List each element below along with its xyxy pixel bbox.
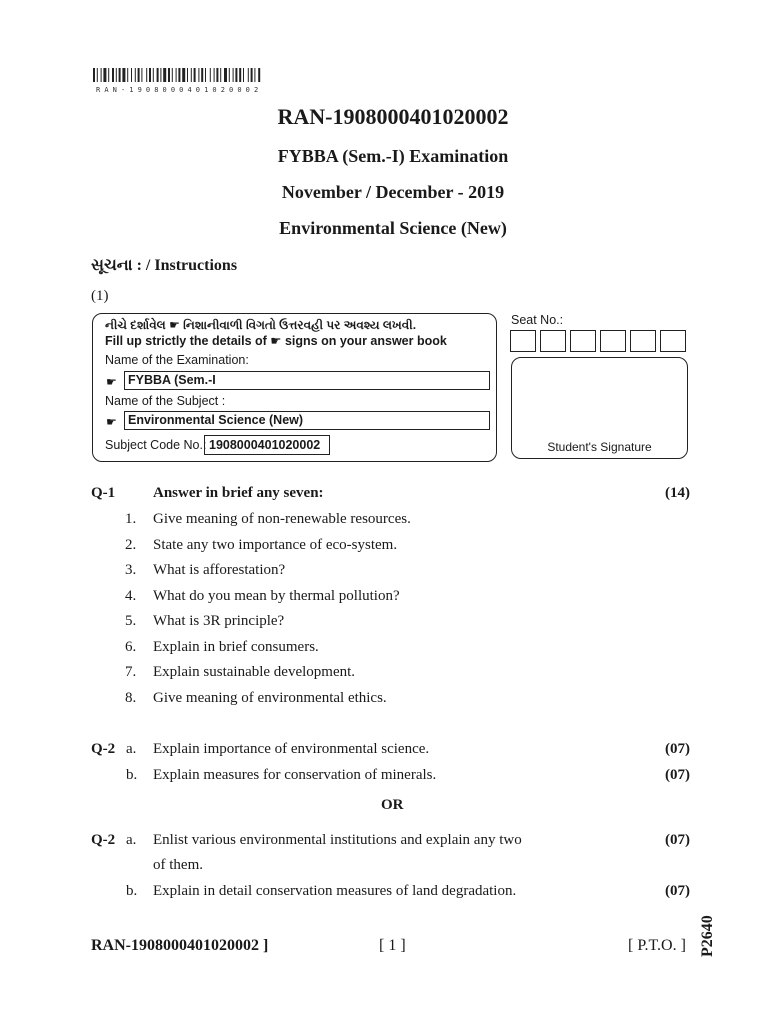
pointing-hand-icon: ☛ <box>106 415 117 429</box>
pointing-hand-icon: ☛ <box>106 375 117 389</box>
subject-code-label: Subject Code No.: <box>105 438 207 452</box>
q1-item-number: 3. <box>125 562 137 578</box>
exam-name-label: Name of the Examination: <box>105 353 249 367</box>
q2-part-letter: b. <box>126 767 138 783</box>
q1-item-text: What do you mean by thermal pollution? <box>153 588 400 604</box>
q2-part-text: Explain importance of environmental science. <box>153 741 430 757</box>
q2-part-marks: (07) <box>665 767 690 783</box>
q2-alt-part-letter: a. <box>126 832 137 848</box>
exam-name-field: FYBBA (Sem.-I <box>124 371 490 390</box>
gujarati-instruction: નીચે દર્શાવેલ ☛ નિશાનીવાળી વિગતો ઉત્તરવહી પર અવશ્ય લખવી. <box>105 318 417 332</box>
seat-digit-box <box>510 330 536 352</box>
q2-alt-part-text: Enlist various environmental institutions and explain any two <box>153 832 522 848</box>
side-code: P2640 <box>699 915 716 957</box>
subject-title: Environmental Science (New) <box>279 218 507 238</box>
q1-item-number: 4. <box>125 588 137 604</box>
q1-item-text: State any two importance of eco-system. <box>153 537 398 553</box>
q1-item-number: 5. <box>125 613 137 629</box>
q1-item-number: 7. <box>125 664 137 680</box>
q1-item-text: Give meaning of non-renewable resources. <box>153 511 411 527</box>
subject-code-field: 1908000401020002 <box>204 435 330 455</box>
paper-code-title: RAN-1908000401020002 <box>277 104 509 129</box>
exam-title: FYBBA (Sem.-I) Examination <box>277 146 509 166</box>
q2-alt-part-text-cont: of them. <box>153 857 203 873</box>
q2-part-text: Explain measures for conservation of minerals. <box>153 767 437 783</box>
q1-item-text: Explain sustainable development. <box>153 664 356 680</box>
seat-number-label: Seat No.: <box>511 313 564 327</box>
seat-number-boxes <box>510 330 686 352</box>
seat-digit-box <box>630 330 656 352</box>
footer-paper-code: RAN-1908000401020002 ] <box>91 937 269 954</box>
q2-alt-part-marks: (07) <box>665 832 690 848</box>
q1-item-number: 6. <box>125 639 137 655</box>
q1-item-text: What is afforestation? <box>153 562 286 578</box>
q2-label: Q-2 <box>91 741 116 757</box>
seat-digit-box <box>570 330 596 352</box>
q1-marks: (14) <box>665 485 690 501</box>
q1-item-number: 2. <box>125 537 137 553</box>
q2-alt-part-letter: b. <box>126 883 138 899</box>
q1-item-text: Explain in brief consumers. <box>153 639 319 655</box>
english-instruction: Fill up strictly the details of ☛ signs on your answer book <box>105 334 447 348</box>
instruction-number: (1) <box>91 288 109 304</box>
q2-alt-part-marks: (07) <box>665 883 690 899</box>
q2-alt-part-text: Explain in detail conservation measures of land degradation. <box>153 883 517 899</box>
q1-heading: Answer in brief any seven: <box>153 485 324 501</box>
q1-label: Q-1 <box>91 485 116 501</box>
exam-session: November / December - 2019 <box>281 182 505 202</box>
candidate-info-box <box>92 313 497 462</box>
q1-item-number: 1. <box>125 511 137 527</box>
subject-name-field: Environmental Science (New) <box>124 411 490 430</box>
q2-alt-label: Q-2 <box>91 832 116 848</box>
seat-digit-box <box>660 330 686 352</box>
seat-digit-box <box>600 330 626 352</box>
seat-digit-box <box>540 330 566 352</box>
q2-part-marks: (07) <box>665 741 690 757</box>
subject-name-label: Name of the Subject : <box>105 394 226 408</box>
signature-label: Student's Signature <box>547 440 652 454</box>
q1-item-text: What is 3R principle? <box>153 613 285 629</box>
or-separator: OR <box>381 797 404 813</box>
pto-note: [ P.T.O. ] <box>628 937 686 954</box>
page-number: [ 1 ] <box>379 937 406 954</box>
q1-item-number: 8. <box>125 690 137 706</box>
barcode-caption: RAN-1908000401020002 <box>96 86 263 94</box>
q1-item-text: Give meaning of environmental ethics. <box>153 690 387 706</box>
signature-box <box>511 357 688 459</box>
instructions-heading: સૂચના : / Instructions <box>91 257 238 274</box>
barcode-image <box>93 68 309 82</box>
q2-part-letter: a. <box>126 741 137 757</box>
